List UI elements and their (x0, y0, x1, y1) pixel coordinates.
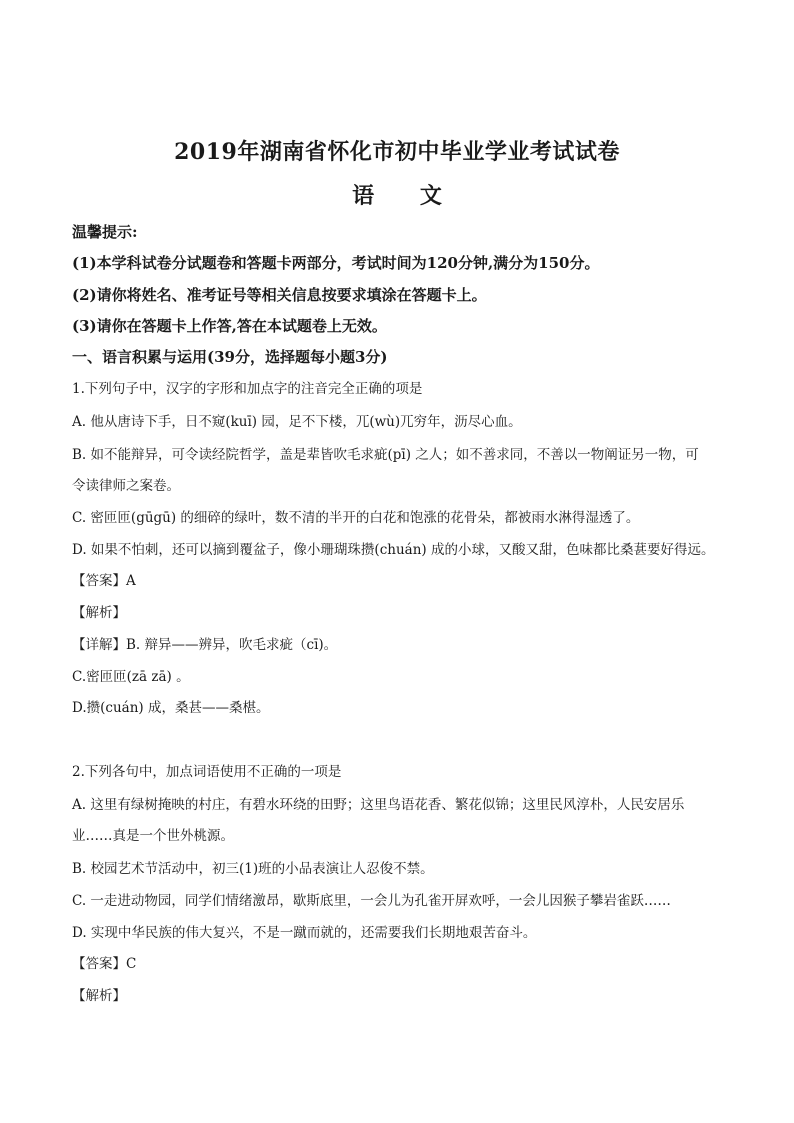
question-1-analysis: 【解析】 (72, 605, 126, 621)
question-2-analysis: 【解析】 (72, 988, 126, 1004)
tip-item-2: (2)请你将姓名、准考证号等相关信息按要求填涂在答题卡上。 (72, 286, 487, 304)
question-2-option-a: A. 这里有绿树掩映的村庄，有碧水环绕的田野；这里鸟语花香、繁花似锦；这里民风淳朴，人民安居乐 (72, 797, 685, 813)
question-2-answer: 【答案】C (72, 956, 137, 972)
question-2-option-b: B. 校园艺术节活动中，初三(1)班的小品表演让人忍俊不禁。 (72, 861, 434, 877)
question-1-detail-d: D.攒(cuán) 成，桑甚——桑椹。 (72, 700, 270, 716)
exam-title: 2019年湖南省怀化市初中毕业学业考试试卷 (174, 139, 620, 165)
tip-item-3: (3)请你在答题卡上作答,答在本试题卷上无效。 (72, 317, 387, 335)
question-1-option-d: D. 如果不怕刺，还可以摘到覆盆子，像小珊瑚珠攒(chuán) 成的小球，又酸又甜，色味都比桑葚要好得远。 (72, 542, 715, 558)
question-2-option-c: C. 一走进动物园，同学们情绪激昂，歇斯底里，一会儿为孔雀开屏欢呼，一会儿因猴子攀岩雀跃…… (72, 893, 671, 909)
question-1-option-b: B. 如不能辩异，可令读经院哲学，盖是辈皆吹毛求疵(pī) 之人；如不善求同，不善以一物阐证另一物，可 (72, 447, 699, 463)
question-1-option-c: C. 密匝匝(gūgū) 的细碎的绿叶，数不清的半开的白花和饱涨的花骨朵，都被雨水淋得湿透了。 (72, 510, 640, 526)
question-2-stem: 2.下列各句中，加点词语使用不正确的一项是 (72, 764, 342, 780)
section-heading: 一、语言积累与运用(39分，选择题每小题3分) (72, 348, 388, 366)
question-2-option-d: D. 实现中华民族的伟大复兴，不是一蹴而就的，还需要我们长期地艰苦奋斗。 (72, 925, 537, 941)
question-1-option-b-cont: 令读律师之案卷。 (72, 478, 180, 494)
tips-heading: 温馨提示: (72, 223, 138, 241)
question-1-stem: 1.下列句子中，汉字的字形和加点字的注音完全正确的项是 (72, 381, 423, 397)
question-1-answer: 【答案】A (72, 573, 136, 589)
question-1-detail: 【详解】B. 辩异——辨异，吹毛求疵（cī)。 (72, 637, 338, 653)
subject-title: 语 文 (352, 183, 442, 209)
question-1-option-a: A. 他从唐诗下手，日不窥(kuī) 园，足不下楼，兀(wù)兀穷年，沥尽心血。 (72, 414, 522, 430)
question-1-detail-c: C.密匝匝(zā zā) 。 (72, 669, 190, 685)
question-2-option-a-cont: 业……真是一个世外桃源。 (72, 828, 234, 844)
tip-item-1: (1)本学科试卷分试题卷和答题卡两部分，考试时间为120分钟,满分为150分。 (72, 254, 600, 272)
